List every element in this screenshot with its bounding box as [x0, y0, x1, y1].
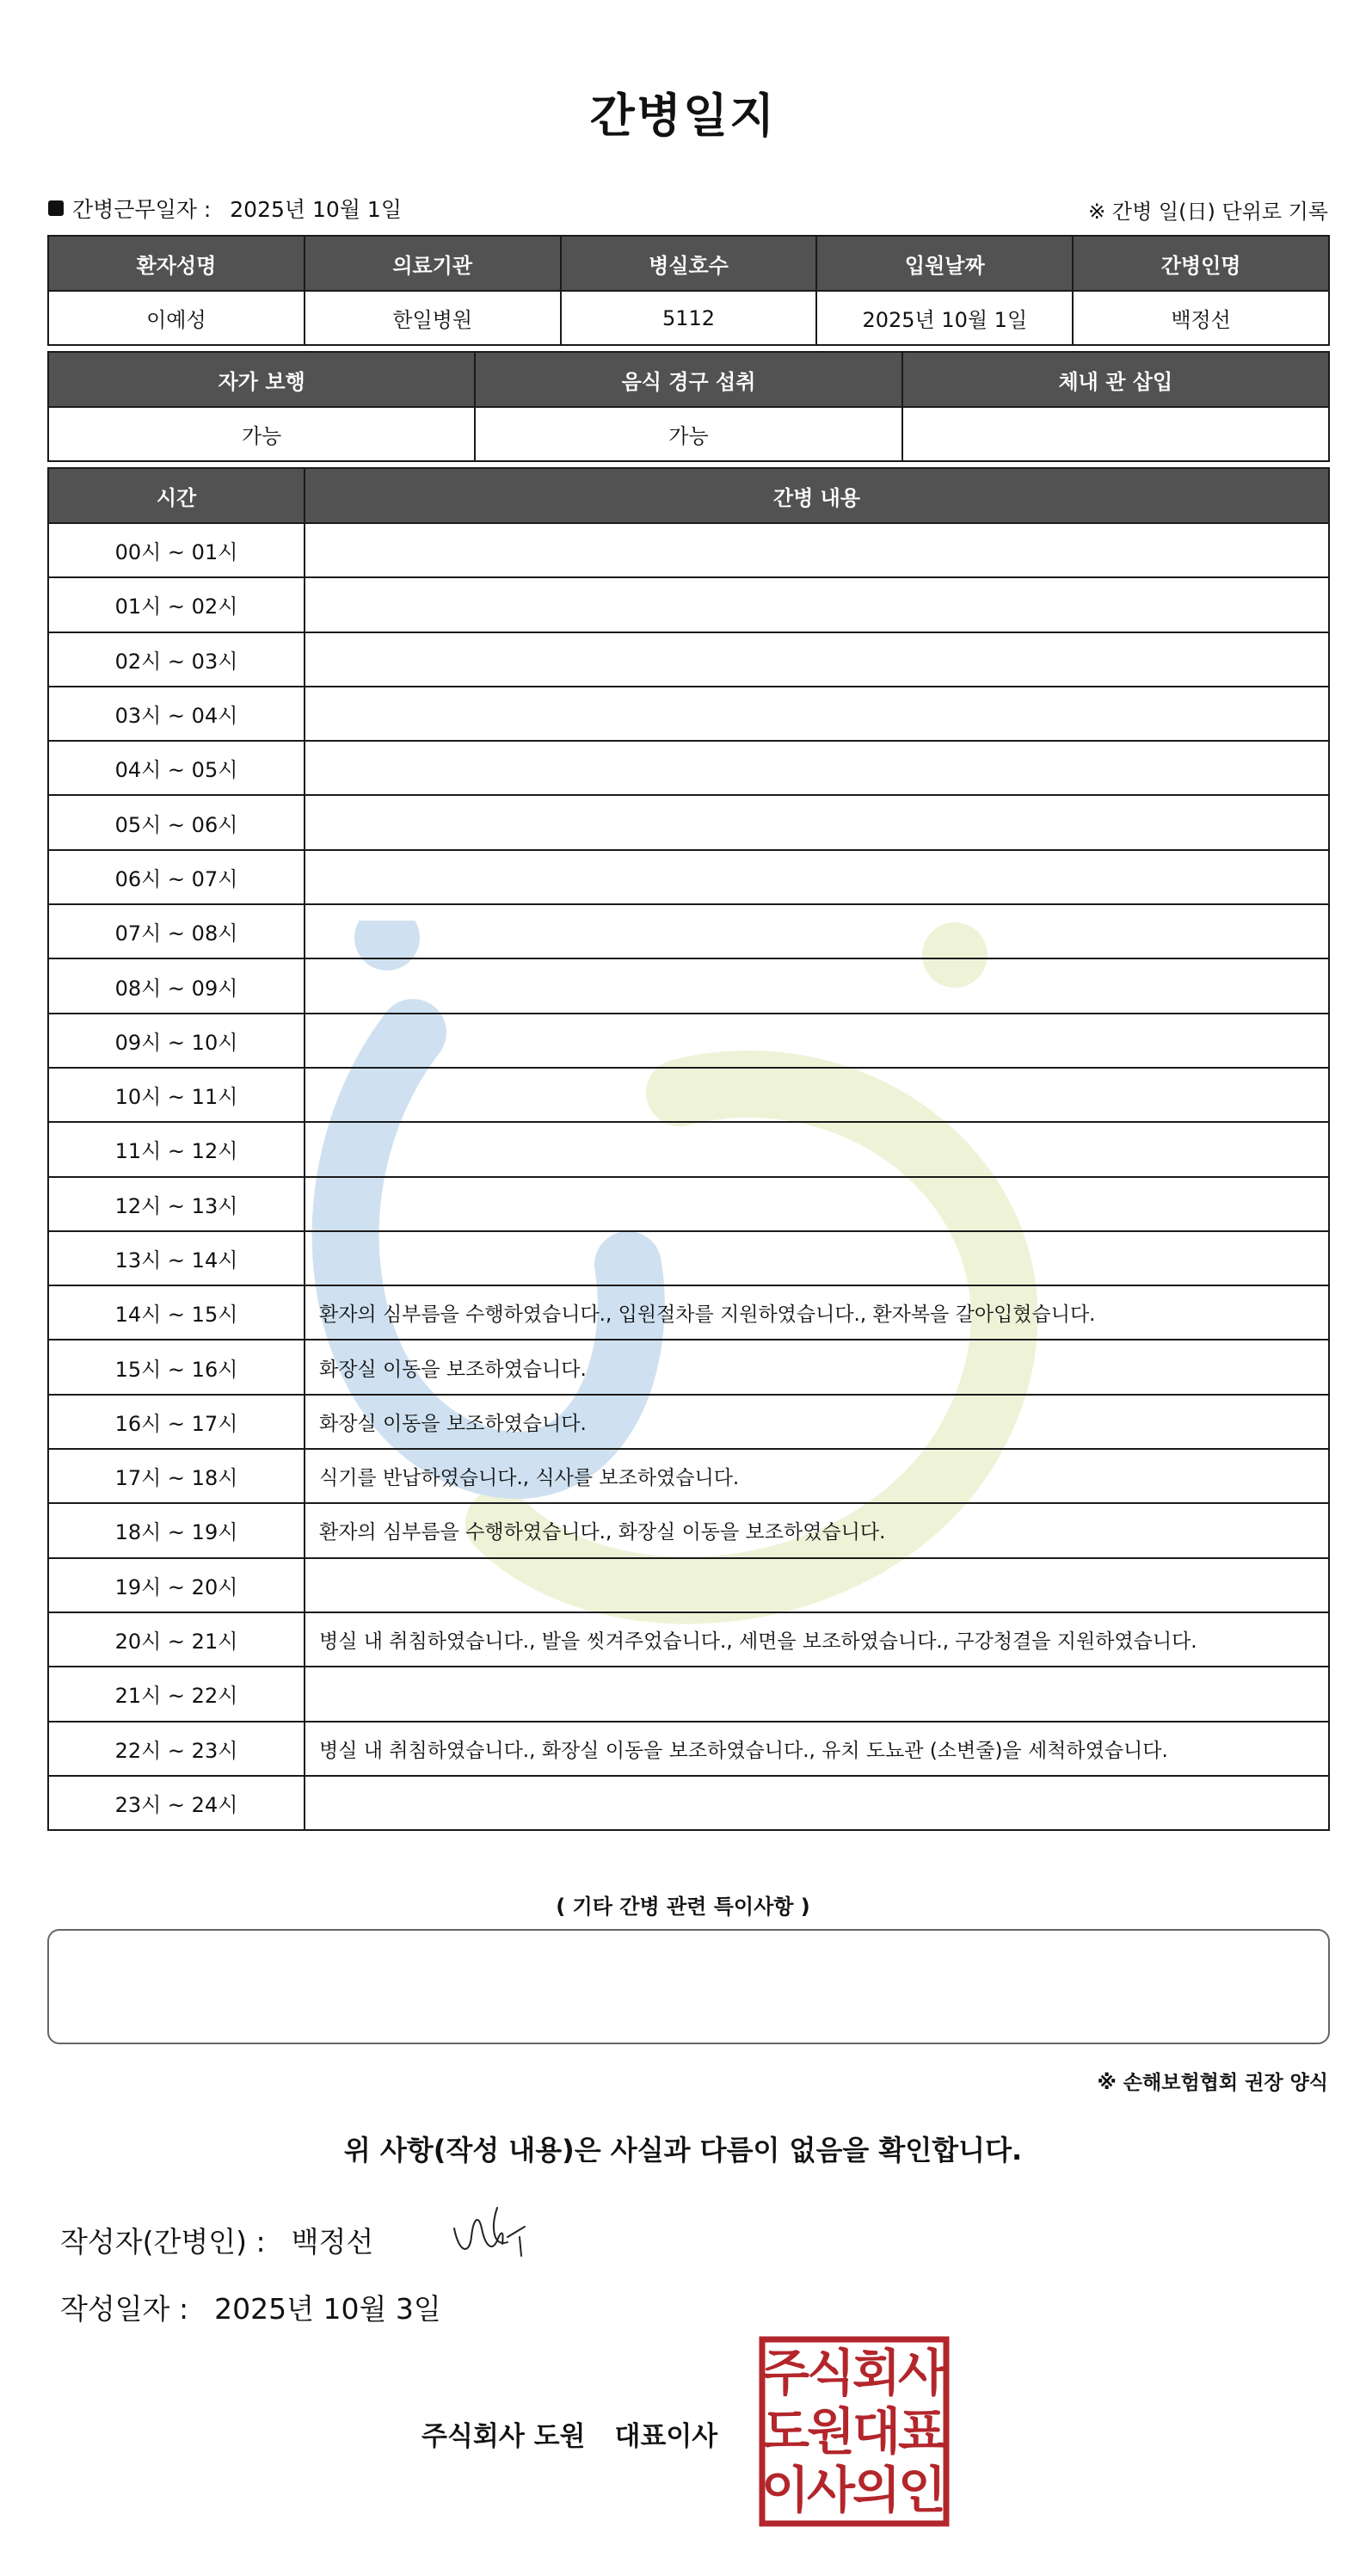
seal-character: 사 [806, 2461, 856, 2519]
company-name: 주식회사 도원 [421, 2421, 586, 2452]
care-content [305, 523, 1329, 577]
patient-info-table [47, 235, 1330, 346]
caregiver-name: 백정선 [1073, 291, 1329, 345]
table-row [48, 687, 1329, 741]
table-row [48, 632, 1329, 687]
header-hospital: 의료기관 [305, 236, 561, 291]
table-row [48, 1612, 1329, 1667]
time-slot: 20시 ~ 21시 [48, 1612, 305, 1667]
time-slot: 15시 ~ 16시 [48, 1340, 305, 1394]
seal-character: 회 [852, 2344, 901, 2402]
care-content [305, 1122, 1329, 1176]
seal-character: 인 [897, 2461, 947, 2519]
table-row [48, 577, 1329, 632]
time-slot: 00시 ~ 01시 [48, 523, 305, 577]
time-slot: 13시 ~ 14시 [48, 1231, 305, 1285]
table-row [48, 795, 1329, 849]
signature [447, 2203, 533, 2263]
table-row [48, 1667, 1329, 1721]
writer-name: 백정선 [291, 2225, 374, 2259]
time-slot: 10시 ~ 11시 [48, 1068, 305, 1122]
square-bullet-icon [48, 200, 64, 216]
confirmation-statement: 위 사항(작성 내용)은 사실과 다름이 없음을 확인합니다. [343, 2134, 1023, 2166]
time-slot: 16시 ~ 17시 [48, 1395, 305, 1449]
work-date-label: 간병근무일자 : [72, 197, 212, 222]
table-row [48, 850, 1329, 904]
time-slot: 05시 ~ 06시 [48, 795, 305, 849]
time-slot: 03시 ~ 04시 [48, 687, 305, 741]
care-content [305, 904, 1329, 958]
table-row [48, 904, 1329, 958]
care-content: 화장실 이동을 보조하였습니다. [305, 1395, 1329, 1449]
seal-character: 대 [852, 2402, 901, 2461]
care-content: 화장실 이동을 보조하였습니다. [305, 1340, 1329, 1394]
time-slot: 17시 ~ 18시 [48, 1449, 305, 1503]
header-care-content: 간병 내용 [305, 468, 1329, 523]
table-row [48, 1014, 1329, 1068]
time-slot: 22시 ~ 23시 [48, 1722, 305, 1776]
header-patient-name: 환자성명 [48, 236, 305, 291]
company-line [421, 2414, 717, 2453]
company-title: 대표이사 [614, 2421, 718, 2452]
time-slot: 01시 ~ 02시 [48, 577, 305, 632]
table-row [48, 1231, 1329, 1285]
table-row [48, 1340, 1329, 1394]
table-row [48, 1068, 1329, 1122]
table-row [48, 1449, 1329, 1503]
time-slot: 12시 ~ 13시 [48, 1177, 305, 1231]
hospital-name: 한일병원 [305, 291, 561, 345]
time-slot: 02시 ~ 03시 [48, 632, 305, 687]
care-content [305, 1177, 1329, 1231]
time-slot: 18시 ~ 19시 [48, 1503, 305, 1557]
writer-line [60, 2220, 373, 2260]
time-slot: 23시 ~ 24시 [48, 1776, 305, 1830]
time-slot: 19시 ~ 20시 [48, 1558, 305, 1612]
seal-character: 원 [806, 2402, 856, 2461]
table-row [48, 1503, 1329, 1557]
header-self-walking: 자가 보행 [48, 352, 475, 407]
time-slot: 09시 ~ 10시 [48, 1014, 305, 1068]
org-note: ※ 손해보험협회 권장 양식 [1097, 2072, 1328, 2094]
table-row [48, 1722, 1329, 1776]
seal-character: 의 [852, 2461, 901, 2519]
care-content: 식기를 반납하였습니다., 식사를 보조하였습니다. [305, 1449, 1329, 1503]
write-date-line [60, 2287, 441, 2327]
header-room: 병실호수 [561, 236, 817, 291]
table-row [48, 1177, 1329, 1231]
care-content [305, 1014, 1329, 1068]
care-content [305, 1667, 1329, 1721]
seal-character: 사 [897, 2344, 947, 2402]
care-content [305, 958, 1329, 1013]
seal-character: 이 [760, 2461, 810, 2519]
time-slot: 14시 ~ 15시 [48, 1285, 305, 1340]
time-slot: 07시 ~ 08시 [48, 904, 305, 958]
table-row [48, 1285, 1329, 1340]
seal-character: 표 [897, 2402, 947, 2461]
work-date [48, 193, 402, 224]
remarks-box [47, 1929, 1330, 2044]
care-content [305, 1558, 1329, 1612]
care-content [305, 632, 1329, 687]
care-content [305, 1068, 1329, 1122]
care-log-table [47, 467, 1330, 1831]
care-content: 환자의 심부름을 수행하였습니다., 입원절차를 지원하였습니다., 환자복을 갈아입혔습니다. [305, 1285, 1329, 1340]
table-row [48, 1395, 1329, 1449]
time-slot: 11시 ~ 12시 [48, 1122, 305, 1176]
care-content [305, 687, 1329, 741]
time-slot: 08시 ~ 09시 [48, 958, 305, 1013]
write-date-label: 작성일자 : [60, 2292, 189, 2326]
care-content [305, 577, 1329, 632]
table-row [48, 1558, 1329, 1612]
company-seal-stamp [759, 2336, 950, 2527]
document-title: 간병일지 [589, 89, 777, 143]
table-row [48, 741, 1329, 795]
care-content [305, 1231, 1329, 1285]
care-content [305, 850, 1329, 904]
self-walking-value: 가능 [48, 407, 475, 461]
care-content [305, 741, 1329, 795]
seal-character: 식 [806, 2344, 856, 2402]
time-slot: 04시 ~ 05시 [48, 741, 305, 795]
patient-name: 이예성 [48, 291, 305, 345]
remarks-title: ( 기타 간병 관련 특이사항 ) [556, 1895, 810, 1919]
care-log-rows [48, 523, 1329, 1830]
header-time: 시간 [48, 468, 305, 523]
header-oral-intake: 음식 경구 섭취 [475, 352, 901, 407]
care-content [305, 1776, 1329, 1830]
care-content: 병실 내 취침하였습니다., 화장실 이동을 보조하였습니다., 유치 도뇨관 (소변줄)을 세척하였습니다. [305, 1722, 1329, 1776]
header-admission-date: 입원날짜 [816, 236, 1073, 291]
unit-note: ※ 간병 일(日) 단위로 기록 [1088, 200, 1328, 224]
tube-insertion-value [902, 407, 1329, 461]
work-date-value: 2025년 10월 1일 [230, 197, 402, 222]
care-content: 환자의 심부름을 수행하였습니다., 화장실 이동을 보조하였습니다. [305, 1503, 1329, 1557]
header-caregiver: 간병인명 [1073, 236, 1329, 291]
time-slot: 21시 ~ 22시 [48, 1667, 305, 1721]
table-row [48, 958, 1329, 1013]
care-content: 병실 내 취침하였습니다., 발을 씻겨주었습니다., 세면을 보조하였습니다., 구강청결을 지원하였습니다. [305, 1612, 1329, 1667]
oral-intake-value: 가능 [475, 407, 901, 461]
seal-character: 주 [760, 2344, 810, 2402]
write-date-value: 2025년 10월 3일 [214, 2292, 441, 2326]
room-number: 5112 [561, 291, 817, 345]
table-row [48, 1776, 1329, 1830]
care-content [305, 795, 1329, 849]
table-row [48, 1122, 1329, 1176]
time-slot: 06시 ~ 07시 [48, 850, 305, 904]
ability-table [47, 351, 1330, 462]
header-tube-insertion: 체내 관 삽입 [902, 352, 1329, 407]
writer-label: 작성자(간병인) : [60, 2225, 266, 2259]
seal-character: 도 [760, 2402, 810, 2461]
admission-date: 2025년 10월 1일 [816, 291, 1073, 345]
table-row [48, 523, 1329, 577]
